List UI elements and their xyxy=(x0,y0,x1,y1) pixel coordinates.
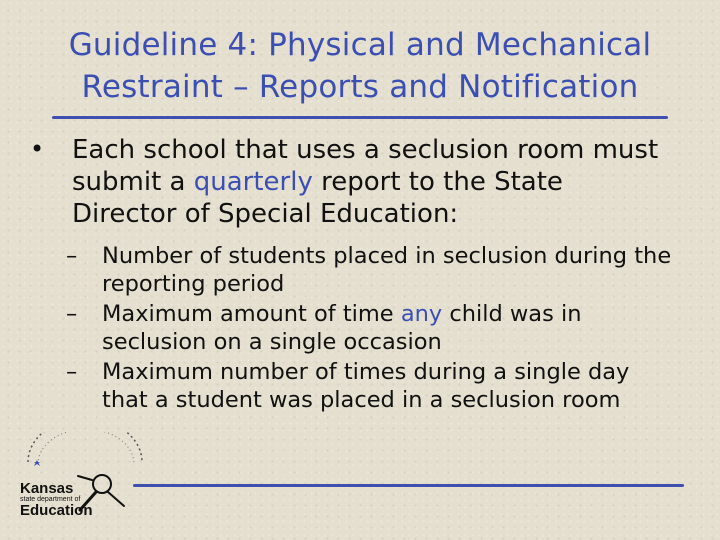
bullet-text-part-2: report to the State Director of Special Education: xyxy=(72,167,563,229)
sub-bullet-text-end: child was in seclusion on a single occasion xyxy=(102,301,582,355)
bullet-highlight-word: quarterly xyxy=(193,167,313,197)
logo-state-dept-text: state department of xyxy=(20,496,81,503)
kansas-education-logo xyxy=(10,432,160,528)
sub-bullet-highlight-word: any xyxy=(400,301,443,327)
sub-bullet-text: Number of students placed in seclusion during the reporting period xyxy=(102,243,672,297)
sub-bullet-item xyxy=(66,242,676,298)
main-bullet-text xyxy=(72,134,672,230)
sub-bullet-text: Maximum number of times during a single day that a student was placed in a seclusion room xyxy=(102,359,630,413)
slide-title-line-2: Restraint – Reports and Notification xyxy=(81,69,639,105)
title-divider xyxy=(52,116,668,119)
logo-kansas-text: Kansas xyxy=(20,480,74,497)
dash-icon: – xyxy=(66,359,78,385)
slide-title-line-1: Guideline 4: Physical and Mechanical xyxy=(68,27,652,63)
sub-bullet-list xyxy=(66,242,676,416)
bullet-text-part-1: Each school that uses a seclusion room must submit a xyxy=(72,135,659,197)
sub-bullet-item xyxy=(66,358,676,414)
logo-education-text: Education xyxy=(20,502,93,519)
bullet-dot-icon: • xyxy=(30,135,45,163)
dash-icon: – xyxy=(66,301,78,327)
sub-bullet-item xyxy=(66,300,676,356)
slide-title xyxy=(20,24,700,108)
sub-bullet-text: Maximum amount of time xyxy=(102,301,401,327)
footer-divider xyxy=(133,484,684,487)
dash-icon: – xyxy=(66,243,78,269)
